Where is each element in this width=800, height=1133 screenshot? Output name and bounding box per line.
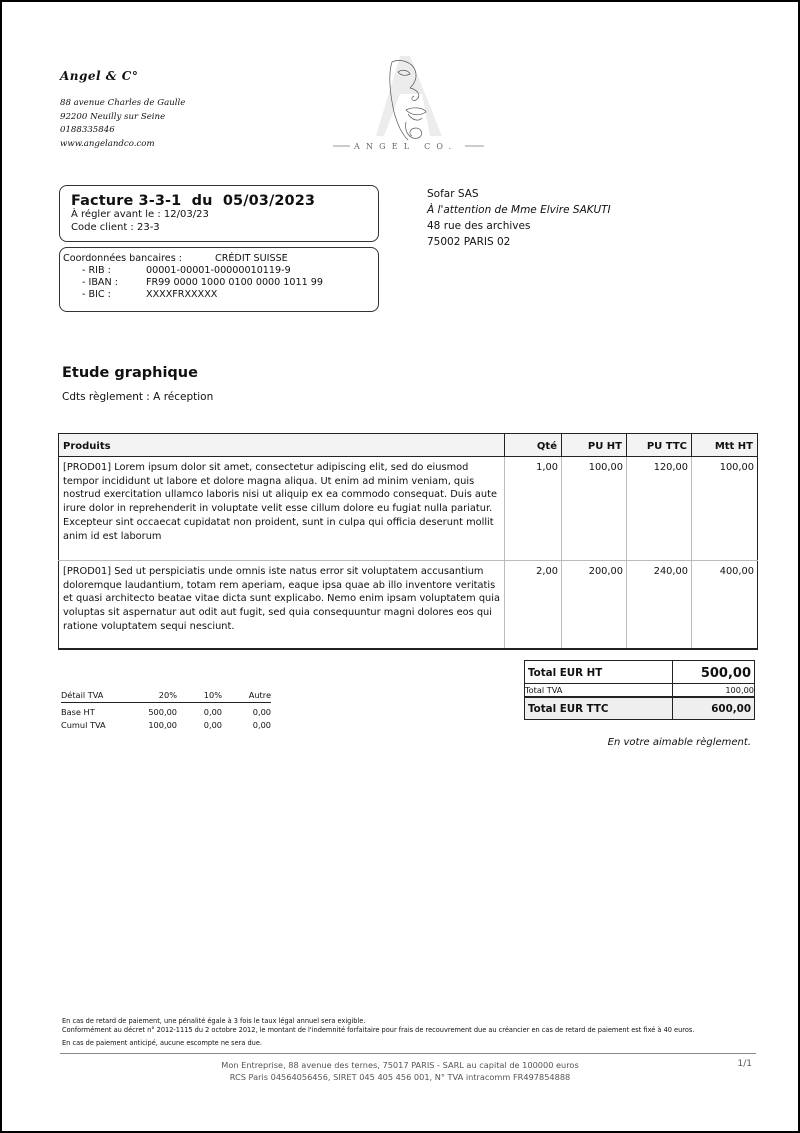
tva-cell: Base HT: [61, 707, 95, 718]
invoice-due-date: À régler avant le : 12/03/23: [71, 209, 209, 220]
tva-cell: 0,00: [252, 707, 271, 718]
col-header-pu-ttc: PU TTC: [627, 434, 692, 457]
bank-value: XXXXFRXXXXX: [146, 288, 218, 300]
invoice-header-box: [59, 185, 379, 242]
product-pu-ttc: 240,00: [627, 561, 692, 649]
bank-row-iban: [63, 277, 375, 289]
company-logo: [330, 54, 490, 154]
product-description: [PROD01] Sed ut perspiciatis unde omnis iste natus error sit voluptatem accusantium doloremque laudantium, totam rem aperiam, eaque ipsa quae ab illo inventore veritatis et quasi architecto beatae vitae dicta sunt explicabo. Nemo enim ipsam voluptatem quia voluptas sit aspernatur aut odit aut fugit, sed quia consequuntur magni dolores eos qui ratione voluptatem sequi nesciunt.: [59, 561, 505, 649]
total-ht-value: 500,00: [673, 661, 755, 684]
company-address: [60, 97, 185, 152]
footer-company-info: [100, 1059, 700, 1083]
total-tva-value: 100,00: [673, 684, 755, 697]
tva-cell: 0,00: [203, 707, 222, 718]
bank-details-label: Coordonnées bancaires :: [63, 253, 182, 264]
bank-name: CRÉDIT SUISSE: [215, 253, 288, 264]
footer-line-2: RCS Paris 04564056456, SIRET 045 405 456 001, N° TVA intracomm FR497854888: [229, 1072, 571, 1082]
product-pu-ttc: 120,00: [627, 457, 692, 561]
product-qty: 1,00: [505, 457, 562, 561]
bank-row-rib: [63, 265, 375, 277]
total-tva-row: [525, 684, 755, 697]
logo-wordmark: ANGEL CO.: [354, 142, 458, 151]
tva-cell: 100,00: [148, 719, 177, 730]
legal-notices: [62, 1017, 762, 1049]
totals-table: [524, 660, 755, 720]
face-line-art-icon: [330, 54, 490, 154]
legal-recovery-fee: Conformément au décret n° 2012-1115 du 2 octobre 2012, le montant de l'indemnité forfaitaire pour frais de recouvrement due au créancier en cas de retard de paiement est fixé à 40 euros.: [62, 1026, 695, 1035]
bank-value: 00001-00001-00000010119-9: [146, 265, 291, 276]
tva-header: 10%: [177, 688, 222, 702]
company-phone: 0188335846: [60, 125, 115, 136]
company-name: Angel & C°: [60, 69, 139, 83]
bank-key: - RIB :: [82, 265, 111, 276]
invoice-client-code: Code client : 23-3: [71, 221, 160, 233]
table-row: [59, 561, 758, 649]
bank-value: FR99 0000 1000 0100 0000 1011 99: [146, 276, 323, 288]
recipient-attention: À l'attention de Mme Elvire SAKUTI: [427, 204, 611, 216]
bank-key: - BIC :: [82, 288, 111, 300]
legal-early-payment: En cas de paiement anticipé, aucune escompte ne sera due.: [62, 1039, 263, 1048]
col-header-products: Produits: [59, 434, 505, 457]
total-ttc-label: Total EUR TTC: [525, 697, 673, 720]
tva-cell: 0,00: [252, 719, 271, 730]
recipient-address: [427, 186, 611, 250]
tva-cell: 0,00: [203, 719, 222, 730]
total-ttc-value: 600,00: [673, 697, 755, 720]
tva-header-row: [61, 688, 271, 702]
tva-cell: Cumul TVA: [61, 719, 106, 730]
company-street: 88 avenue Charles de Gaulle: [60, 98, 186, 108]
product-description: [PROD01] Lorem ipsum dolor sit amet, consectetur adipiscing elit, sed do eiusmod tempor incididunt ut labore et dolore magna aliqua. Ut enim ad minim veniam, quis nostrud exercitation ullamco laboris nisi ut aliquip ex ea commodo consequat. Duis aute irure dolor in reprehenderit in voluptate velit esse cillum dolore eu fugiat nulla pariatur. Excepteur sint occaecat cupidatat non proident, sunt in culpa qui officia deserunt mollit anim id est laborum: [59, 457, 505, 561]
total-ht-label: Total EUR HT: [525, 661, 673, 684]
payment-terms: Cdts règlement : A réception: [62, 391, 214, 403]
bank-key: - IBAN :: [82, 276, 118, 288]
bank-details-box: [59, 247, 379, 312]
recipient-company: Sofar SAS: [427, 188, 479, 200]
recipient-street: 48 rue des archives: [427, 220, 531, 232]
bank-row-bic: [63, 289, 375, 301]
total-tva-label: Total TVA: [525, 684, 673, 697]
document-title: Etude graphique: [62, 365, 198, 381]
invoice-title: Facture 3-3-1 du 05/03/2023: [71, 193, 316, 209]
tva-header: Détail TVA: [61, 688, 133, 702]
footer-line-1: Mon Entreprise, 88 avenue des ternes, 75017 PARIS - SARL au capital de 100000 euros: [221, 1060, 579, 1070]
tva-row-base: [61, 702, 271, 718]
col-header-qty: Qté: [505, 434, 562, 457]
recipient-city: 75002 PARIS 02: [427, 236, 511, 248]
products-header-row: [59, 434, 758, 457]
tva-detail-table: [61, 688, 271, 731]
tva-cell: 500,00: [148, 707, 177, 718]
legal-late-penalty: En cas de retard de paiement, une pénalité égale à 3 fois le taux légal annuel sera exigible.: [62, 1017, 366, 1025]
tva-row-cumul: [61, 718, 271, 731]
tva-header: 20%: [133, 688, 177, 702]
product-pu-ht: 100,00: [562, 457, 627, 561]
total-ht-row: [525, 661, 755, 684]
total-ttc-row: [525, 697, 755, 720]
product-mtt-ht: 100,00: [692, 457, 758, 561]
payment-thanks: En votre aimable règlement.: [607, 737, 751, 748]
company-city: 92200 Neuilly sur Seine: [60, 111, 166, 122]
product-qty: 2,00: [505, 561, 562, 649]
table-row: [59, 457, 758, 561]
product-pu-ht: 200,00: [562, 561, 627, 649]
footer-divider: [60, 1053, 756, 1054]
products-table: [58, 433, 758, 650]
tva-header: Autre: [222, 688, 271, 702]
product-mtt-ht: 400,00: [692, 561, 758, 649]
company-website: www.angelandco.com: [60, 139, 155, 150]
page-number: 1/1: [737, 1059, 752, 1069]
col-header-mtt-ht: Mtt HT: [692, 434, 758, 457]
col-header-pu-ht: PU HT: [562, 434, 627, 457]
